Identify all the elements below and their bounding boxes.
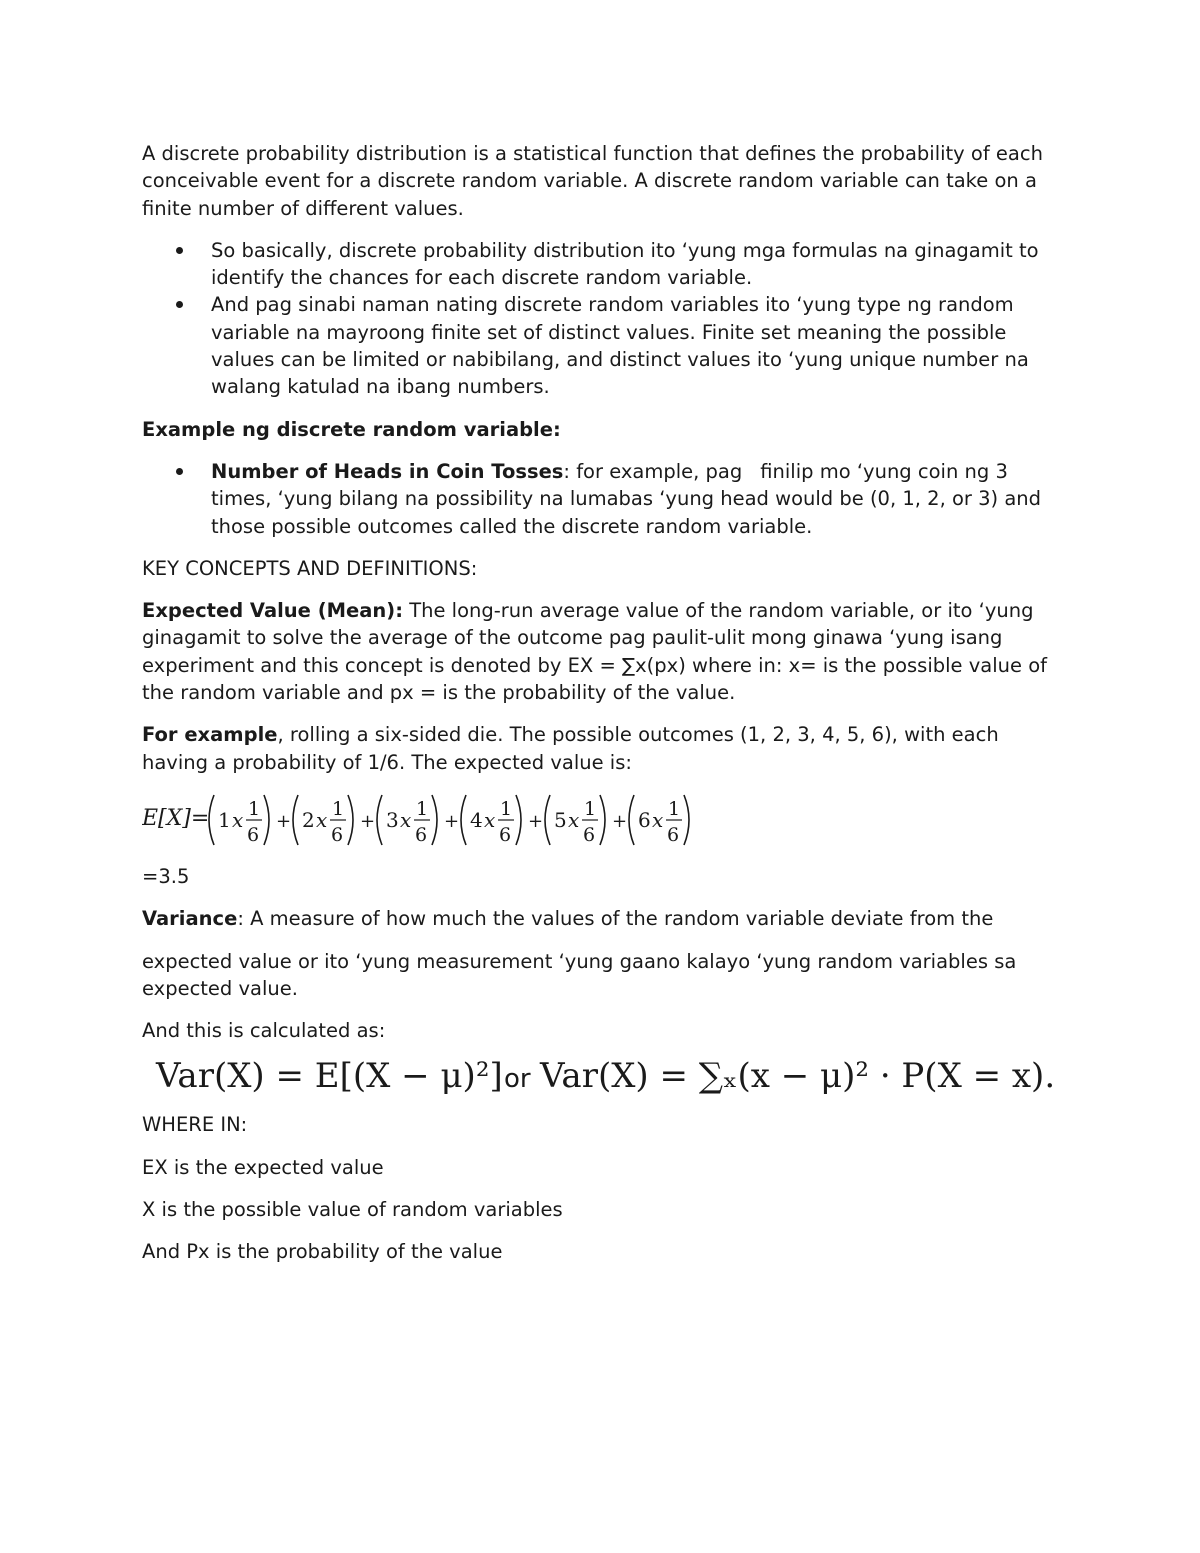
paren-right xyxy=(432,795,437,845)
list-item xyxy=(211,458,1062,540)
list-item: And pag sinabi naman nating discrete random variables ito ‘yung type ng random variable na mayroong finite set of distinct values. Finite set meaning the possible values can be limited or nabibilang, and distinct values ito ‘yung unique number na walang katulad na ibang numbers. xyxy=(211,291,1062,400)
paren-left xyxy=(461,795,466,845)
formula-plus: + xyxy=(276,810,292,832)
paren-left xyxy=(209,795,214,845)
expected-value-formula-graphic xyxy=(142,791,702,849)
document-page xyxy=(142,140,1062,1281)
formula-times: x xyxy=(568,807,580,832)
expected-value-result: =3.5 xyxy=(142,864,190,888)
formula-times: x xyxy=(316,807,328,832)
expected-value-term: Expected Value (Mean): xyxy=(142,599,403,623)
formula-numerator: 1 xyxy=(584,797,597,820)
variance-formula xyxy=(142,1051,1062,1101)
example-term: Number of Heads in Coin Tosses xyxy=(211,459,564,483)
intro-paragraph: A discrete probability distribution is a statistical function that defines the probability of each conceivable event for a discrete random variable. A discrete random variable can take on a finite number of different values. xyxy=(142,142,1043,220)
die-example-text: , rolling a six-sided die. The possible outcomes (1, 2, 3, 4, 5, 6), with each having a probability of 1/6. The expected value is: xyxy=(142,723,999,774)
definition-item: EX is the expected value xyxy=(142,1155,384,1179)
variance-formula-part2: Var(X) = ∑ₓ(x − μ)² · P(X = x). xyxy=(540,1056,1056,1097)
formula-denominator: 6 xyxy=(331,823,344,846)
formula-term-value: 1 xyxy=(218,807,231,832)
formula-plus: + xyxy=(360,810,376,832)
expected-value-text: The long-run average value of the random variable, or ito ‘yung ginagamit to solve the average of the outcome pag paulit-ulit mong ginawa ‘yung isang experiment and this concept is denoted by EX = ∑x(px) where in: x= is the possible value of the random variable and px = is the probability of the value. xyxy=(142,599,1047,705)
formula-numerator: 1 xyxy=(416,797,429,820)
variance-term: Variance xyxy=(142,907,238,931)
variance-formula-part1: Var(X) = E[(X − μ)²] xyxy=(156,1056,503,1097)
paren-left xyxy=(545,795,550,845)
formula-times: x xyxy=(232,807,244,832)
definition-item: X is the possible value of random variables xyxy=(142,1198,563,1222)
example-heading: Example ng discrete random variable: xyxy=(142,417,561,441)
paren-right xyxy=(516,795,521,845)
formula-times: x xyxy=(652,807,664,832)
paren-left xyxy=(377,795,382,845)
paren-left xyxy=(293,795,298,845)
definition-item: And Px is the probability of the value xyxy=(142,1240,503,1264)
formula-numerator: 1 xyxy=(248,797,261,820)
key-concepts-heading: KEY CONCEPTS AND DEFINITIONS: xyxy=(142,556,478,580)
list-item: So basically, discrete probability distribution ito ‘yung mga formulas na ginagamit to identify the chances for each discrete random variable. xyxy=(211,237,1062,292)
formula-times: x xyxy=(400,807,412,832)
formula-denominator: 6 xyxy=(247,823,260,846)
paren-right xyxy=(348,795,353,845)
formula-denominator: 6 xyxy=(583,823,596,846)
formula-plus: + xyxy=(528,810,544,832)
formula-numerator: 1 xyxy=(332,797,345,820)
variance-paragraph xyxy=(142,905,1062,932)
formula-term-value: 6 xyxy=(638,807,651,832)
die-example-term: For example xyxy=(142,723,278,747)
variance-text-a: : A measure of how much the values of the random variable deviate from the xyxy=(237,907,994,931)
formula-term-value: 4 xyxy=(470,807,483,832)
example-bullet-list xyxy=(142,458,1062,540)
formula-term-value: 3 xyxy=(386,807,399,832)
variance-formula-graphic xyxy=(142,1051,1062,1101)
formula-times: x xyxy=(484,807,496,832)
formula-plus: + xyxy=(444,810,460,832)
variance-continuation: expected value or ito ‘yung measurement ‘yung gaano kalayo ‘yung random variables sa expected value. xyxy=(142,949,1017,1000)
formula-term-value: 2 xyxy=(302,807,315,832)
intro-bullet-list xyxy=(142,237,1062,401)
formula-lhs: E[X]= xyxy=(142,805,210,831)
paren-right xyxy=(684,795,689,845)
formula-term-value: 5 xyxy=(554,807,567,832)
variance-formula-or: or xyxy=(504,1064,531,1095)
example-text-a: : for example, pag xyxy=(563,459,743,483)
formula-denominator: 6 xyxy=(415,823,428,846)
paren-right xyxy=(264,795,269,845)
expected-value-paragraph xyxy=(142,597,1062,706)
formula-denominator: 6 xyxy=(667,823,680,846)
where-in-heading: WHERE IN: xyxy=(142,1113,248,1137)
die-example-paragraph xyxy=(142,721,1062,776)
formula-numerator: 1 xyxy=(668,797,681,820)
formula-plus: + xyxy=(612,810,628,832)
paren-right xyxy=(600,795,605,845)
calculated-as-text: And this is calculated as: xyxy=(142,1019,386,1043)
formula-numerator: 1 xyxy=(500,797,513,820)
example-text-b: finilip mo ‘yung coin ng 3 times, ‘yung bilang na possibility na lumabas ‘yung head would be (0, 1, 2, or 3) and those possible outcomes called the discrete random variable. xyxy=(211,459,1042,538)
formula-denominator: 6 xyxy=(499,823,512,846)
expected-value-formula xyxy=(142,791,1062,849)
paren-left xyxy=(629,795,634,845)
